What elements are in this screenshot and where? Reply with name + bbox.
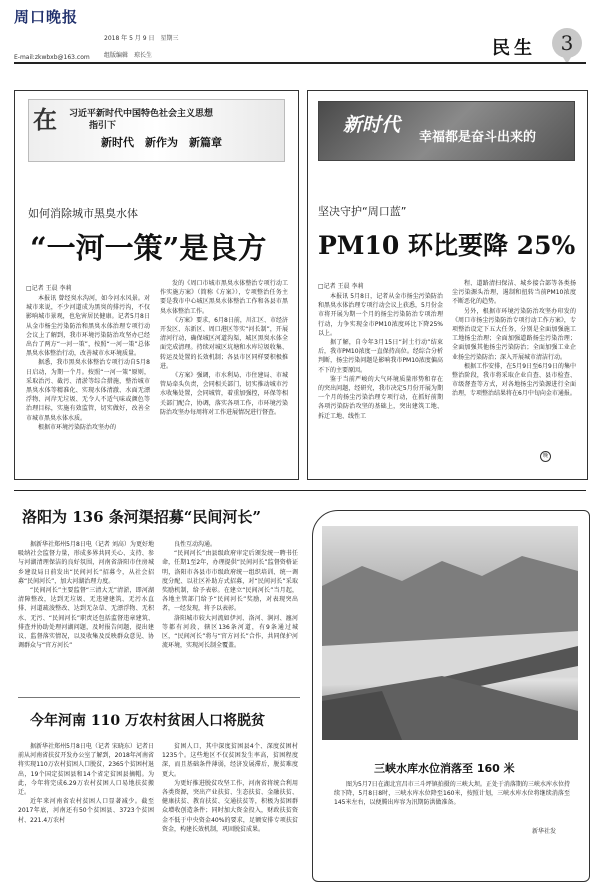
right-subtitle: 坚决守护“周口蓝” (318, 205, 407, 218)
section-title: 民生 (492, 38, 536, 59)
paragraph: 据悉，我市黑臭水体整治专项行动自5月8日启动，为期一个月。按照“一河一策”原则，采取治污、截污、清淤等综合措施，整治城市黑臭水体等精准化、实现水体清澈、水面无漂浮物、河岸无垃圾、无令人不适气味或颜色等治理目标，实施有效监管，切实做好，改善全市城市黑臭水体水质。 (26, 359, 150, 422)
left-article-column-2 (160, 279, 288, 465)
newspaper-logo: 周口晚报 (14, 8, 79, 26)
three-gorges-dam-photo (322, 526, 578, 740)
paragraph: 发的《周口市城市黑臭水体整治专项行动工作实施方案》（简称《方案》），专项整治任务主要是我市中心城区黑臭水体整治工作和各县市黑臭水体整治工作。 (160, 280, 288, 315)
right-article-column-1 (318, 292, 443, 470)
banner-line-3: 新时代 新作为 新篇章 (101, 136, 222, 149)
paragraph: 程、道路清扫保洁、城乡接合部等各类扬尘污染源头治理，遏制和扭转当前PM10浓度不断恶化的趋势。 (452, 280, 576, 306)
photo-credit: 新华社发 (532, 828, 557, 835)
left-subtitle: 如何消除城市黑臭水体 (28, 207, 138, 220)
paragraph: 另外，根据市环境污染防治攻坚办印发的《周口市扬尘污染防治专项行动工作方案》，专项整治设定下五大任务，分别是全面加强施工工地扬尘治理；全面加强道路扬尘污染治理；全面加强其他扬尘污染防治；全面加强工业企业扬尘污染防治；深入开展城市清洁行动。 (452, 307, 576, 361)
paragraph: 据新华社郑州5月8日电（记者 刘高）为更好地吸纳社会监督力量，形成多界共同关心、支持、参与河湖清理保洁的良好氛围，河南省洛阳市住房城乡建设局日前发出“民间河长”招募令，从社会招募“民间河长”，加大河湖治理力度。 (18, 541, 154, 585)
henan-headline: 今年河南 110 万农村贫困人口将脱贫 (30, 713, 265, 729)
paragraph: 图为5月7日在湖北宜昌市三斗坪镇拍摄的三峡大坝。正处于消落期的三峡水库水位持续下降，5月8日8时，三峡水库水位降至160米，按照计划，三峡水库水位将继续消落至145米左右，以便腾出库容为汛期防洪做准备。 (334, 781, 570, 806)
luoyang-headline: 洛阳为 136 条河渠招募“民间河长” (22, 508, 262, 526)
paragraph: 据了解，自今年3月15日“封土行动”结束后，我市PM10浓度一直保持高位。经综合分析判断，扬尘污染问题是影响我市PM10浓度偏高不下的主要原因。 (318, 339, 443, 374)
header-rule (14, 62, 586, 64)
article-divider (18, 697, 300, 698)
banner-line-1: 习近平新时代中国特色社会主义思想 (69, 109, 214, 119)
right-byline: □记者 王晨 李莉 (318, 283, 364, 290)
page-editor: 组版编辑 琼长生 (104, 52, 153, 59)
banner-title: 新时代 (343, 114, 401, 136)
paragraph: 《方案》强调，市水利局、市住建局、市城管局牵头负责，会同相关部门，切实推动城市污水收集处置，会同城管，着重加强控，环保等相关部门配合，协调，落实各项工作，市环境污染防治攻坚办每周将对工作进展情况进行督查。 (160, 372, 288, 416)
paragraph: 为更好推进脱贫攻坚工作，河南省将统合利用各类资源，突出产业扶贫、生态扶贫、金融扶贫、健康扶贫、教育扶贫、交通扶贫等，积极为贫困群众增收创造条件；同时加大资金投入，财政扶贫资金不低于中央资金40%的要求，足额安排专项扶贫资金，构建长效机制，巩固脱贫成果。 (162, 779, 298, 833)
paragraph: 贫困人口，其中深度贫困县4个、深度贫困村1235个。这些地区不仅贫困发生率高，贫困程度深，而且基础条件薄弱，经济发展滞后，脱贫难度更大。 (162, 743, 298, 778)
henan-column-2 (162, 742, 298, 882)
section-rule (14, 490, 586, 491)
paragraph: 近年来河南省农村贫困人口显著减少。截至2017年底，河南还有50个贫困县、3723个贫困村、221.4万农村 (18, 798, 154, 824)
right-headline: PM10 环比要降 25% (318, 231, 576, 260)
paragraph: 根据工作安排，在5月9日至6月9日的集中整治阶段，我市将采取企业自查、县市检查、市级督查等方式，对各地扬尘污染源进行全面治理，专项整治结果将在6月中旬向金市通报。 (452, 362, 576, 398)
paragraph: 根据市环境污染防治攻坚办的 (38, 423, 117, 431)
paragraph: 洛阳城市较大河流如伊河、洛河、涧河、瀍河等都有河段，辖区136条河道，有9条通过城区，“民间河长”将与“官方河长”合作，共同保护河流环境，实现河长制全覆盖。 (162, 614, 298, 650)
banner-line-2: 指引下 (89, 121, 117, 131)
banner-big-char: 在 (33, 105, 57, 134)
contact-email: E-mail:zkwbxb@163.com (14, 54, 90, 61)
right-article-column-2 (452, 279, 576, 449)
dam-landscape-illustration (322, 526, 578, 740)
photo-caption (334, 780, 570, 830)
paragraph: 本报讯 曾经臭水沟河，如今河水风景。对城市来说，不少河道成为黑臭的排污沟，不仅影响城市景观，也危害居民健康。记者5月8日从金市杨尘污染防治和黑臭水体治理专项行动会议上了解到，我市环境污染防治攻坚办已经出台了两方“一河一策”，按照“一河一策”总体黑臭水体整治行动，改善城市水环境质量。 (26, 295, 150, 358)
paragraph: 良性互动沟通。 (174, 541, 217, 548)
paragraph: 《方案》要求，6月8日前，川汇区、市经济开发区、东新区、周口港区等实“河长制”，开展清河行动，确保城区河道沟渠，城区黑臭水体全面完成清理。持续对城区坑塘和水库垃圾收集、转运及处置的长效机制；各县市区同样要积极推进。 (160, 316, 288, 370)
page-number-badge: 3 (552, 28, 582, 58)
paragraph: 本报讯 5月8日，记者从金市扬尘污染防治和黑臭水体治理专项行动会议上获悉，5月份金市将开展为期一个月的扬尘污染防治专项治理行动，力争实现金市PM10浓度环比下降25%以上。 (318, 293, 443, 337)
left-byline: □记者 王晨 李莉 (26, 285, 72, 292)
luoyang-column-2 (162, 540, 298, 688)
left-article-column-1 (26, 294, 150, 470)
paragraph: “民间河长”由县级政府审定后颁发统一聘书任命，任期1至2年，办理提供“民间河长”监督资格证明，洛阳市各县市市级政府统一组织培训、统一调度分配、以社区补助方式招募，对“民间河长”采取奖励机制，给予表彰。在建立“民间河长”当月起，各地主管部门给予“民间河长”奖励，对表现突出者，一经发现，将予以表彰。 (162, 550, 298, 613)
henan-column-1 (18, 742, 154, 882)
paragraph: 据新华社郑州5月8日电（记者 宋晓东）记者日前从河南省扶贫开发办公室了解到，2018年河南省将实现110万农村贫困人口脱贫，2365个贫困村退出，19个国定贫困县和14个省定贫困县摘帽。为此，今年将完成6.29万农村贫困人口易地扶贫搬迁。 (18, 743, 154, 797)
banner-slogan: 幸福都是奋斗出来的 (419, 130, 537, 145)
paragraph: 鉴于当前严峻的大气环境质量形势和存在的突出问题，经研究，我市决定5月份开展为期一个月的扬尘污染治理专项行动，在抓好前期各项污染防治攻坚的基础上，突出建筑工地、拆迁工地、线性工 (318, 375, 443, 420)
theme-banner-right (318, 101, 575, 161)
left-headline: “一河一策”是良方 (30, 231, 267, 265)
photo-story-title: 三峡水库水位消落至 160 米 (374, 762, 515, 775)
right-end-mark: 晚 (540, 451, 551, 462)
luoyang-column-1 (18, 540, 154, 688)
theme-banner-left (28, 99, 285, 162)
issue-date: 2018 年 5 月 9 日 星期三 (104, 35, 179, 42)
paragraph: “民间河长”主要监督“三清大无”清淤，即河湖清障整改，达到无垃圾、无违建建筑、无污水直排、河道疏浚整改、达到无杂草、无漂浮物、无积水、无污、“民间河长”职责还包括监督违章建筑、排查并协助处理河湖问题，及时报告问题，提出建议、监督落实情况，以及收集及反映群众意见、协调群众与“官方河长” (18, 587, 154, 650)
